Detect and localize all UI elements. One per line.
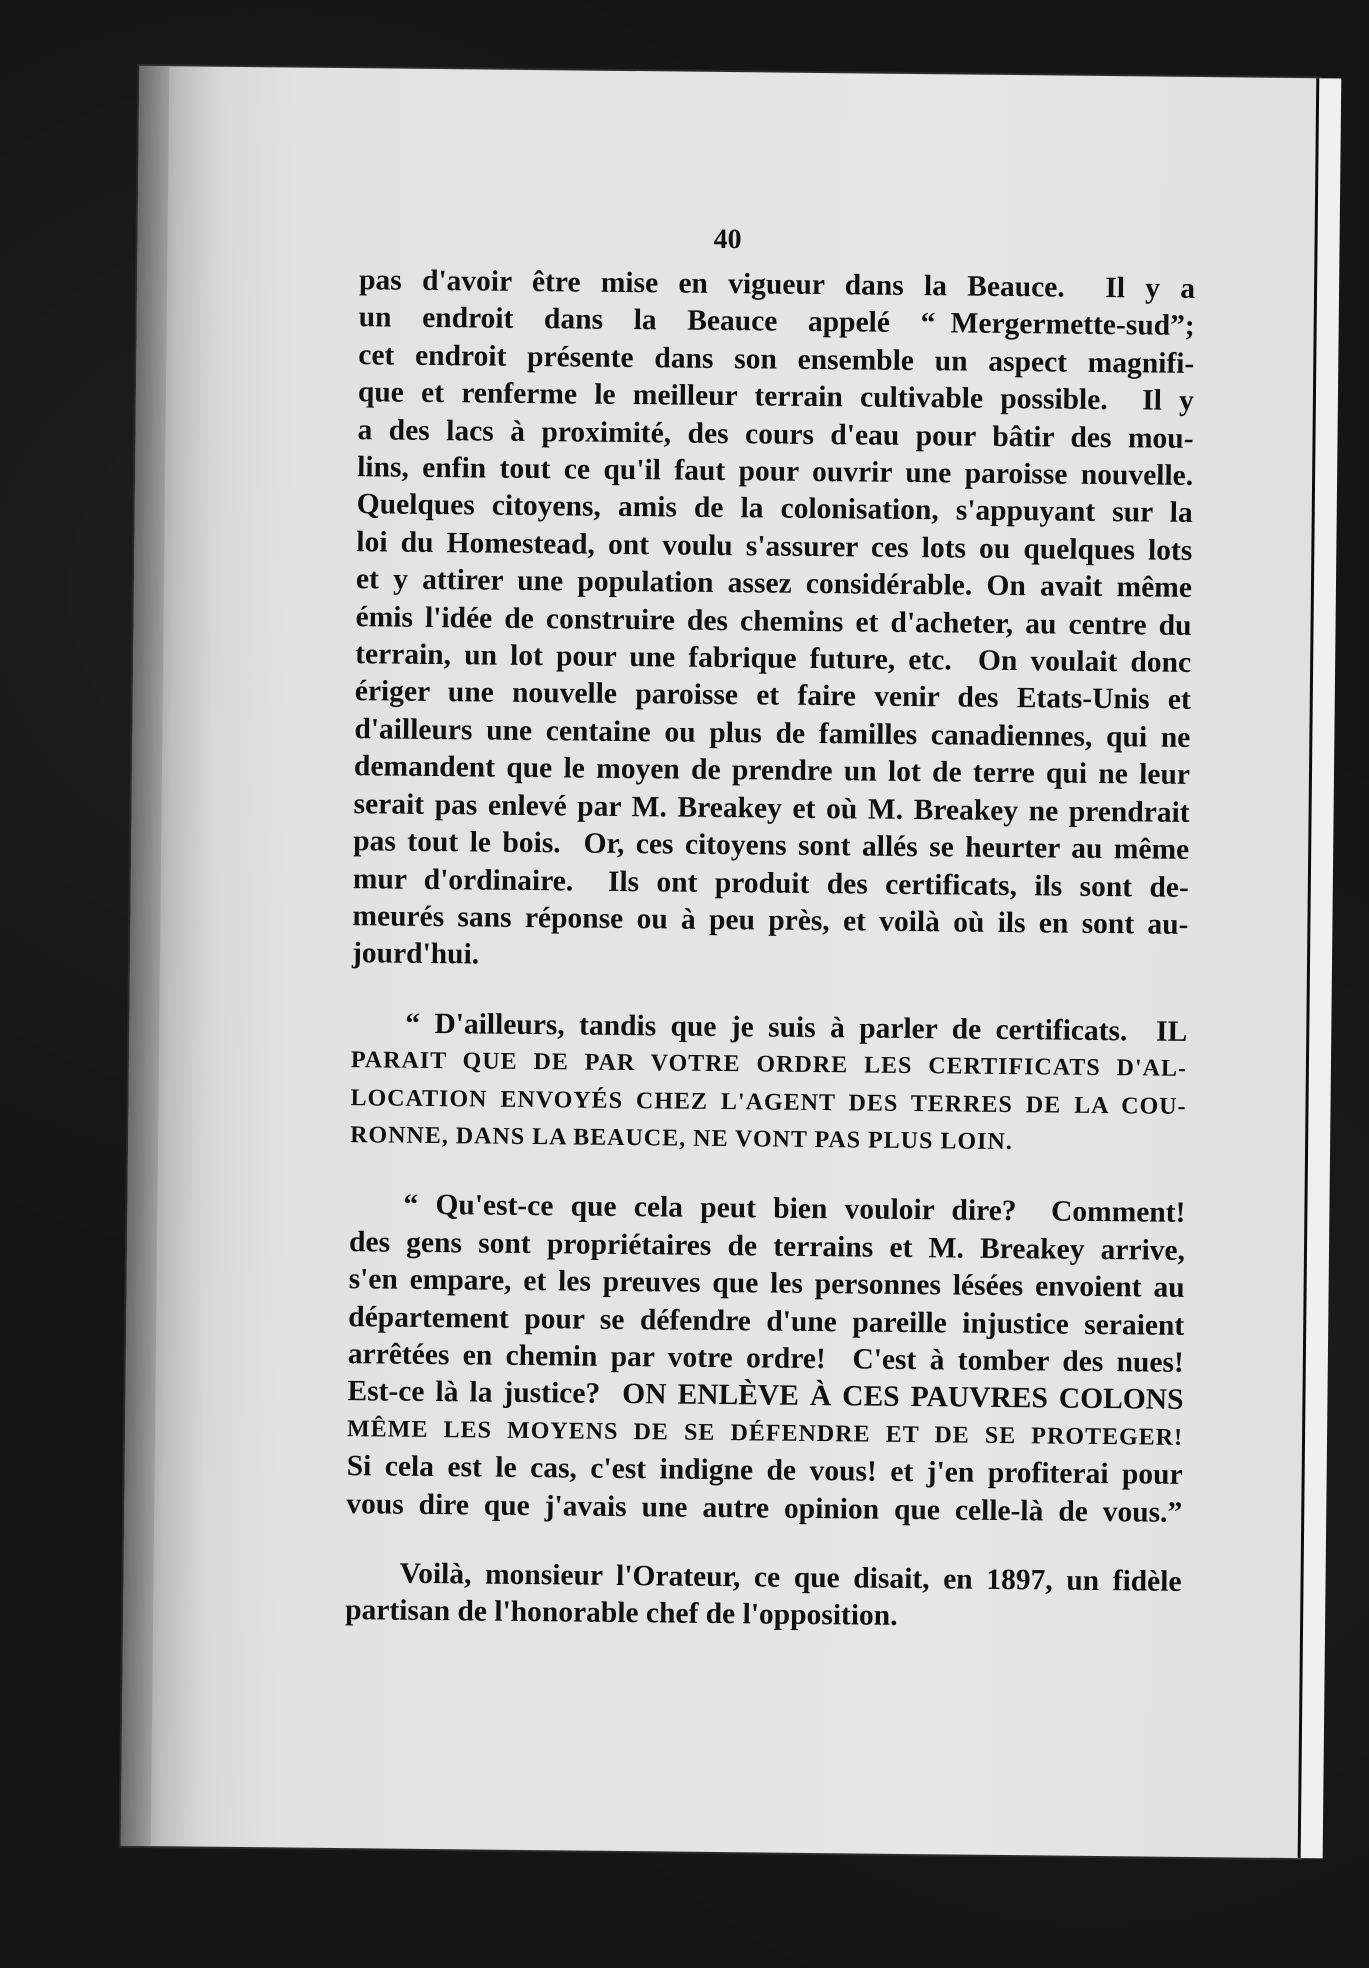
text-line: loi du Homestead, ont voulu s'assurer ces lots ou quelques lots	[356, 526, 1193, 567]
text-line: ériger une nouvelle paroisse et faire venir des Etats-Unis et	[354, 675, 1191, 717]
text-line: pas d'avoir être mise en vigueur dans la Beauce. Il y a	[358, 264, 1196, 305]
text-line: meurés sans réponse ou à peu près, et voilà où ils en sont au-	[352, 900, 1189, 941]
text-line: MÊME LES MOYENS DE SE DÉFENDRE ET DE SE PROTEGER!	[346, 1415, 1184, 1451]
text-line: lins, enfin tout ce qu'il faut pour ouvrir une paroisse nouvelle.	[356, 451, 1194, 492]
text-line: s'en empare, et les preuves que les personnes lésées envoient au	[348, 1263, 1185, 1305]
text-line: vous dire que j'avais une autre opinion que celle-là de vous.”	[346, 1487, 1183, 1529]
text-line: Si cela est le cas, c'est indigne de vous! et j'en profiterai pour	[346, 1450, 1183, 1492]
text-line: Voilà, monsieur l'Orateur, ce que disait, en 1897, un fidèle	[399, 1557, 1182, 1598]
text-line: “ D'ailleurs, tandis que je suis à parler de certificats. IL	[405, 1007, 1188, 1048]
text-line: un endroit dans la Beauce appelé “ Mergermette-sud”;	[358, 301, 1195, 343]
book-page	[121, 66, 1320, 1858]
text-line: pas tout le bois. Or, ces citoyens sont allés se heurter au même	[353, 825, 1190, 867]
text-line: département pour se défendre d'une pareille injustice seraient	[348, 1300, 1185, 1342]
text-line: émis l'idée de construire des chemins et d'acheter, au centre du	[355, 600, 1192, 642]
page-text	[345, 262, 1195, 1638]
page-number: 40	[713, 223, 742, 256]
text-line: jourd'hui.	[351, 937, 480, 971]
text-line: LOCATION ENVOYÉS CHEZ L'AGENT DES TERRES DE LA COU-	[350, 1084, 1187, 1120]
text-line: serait pas enlevé par M. Breakey et où M. Breakey ne prendrait	[353, 787, 1190, 829]
text-line: et y attirer une population assez considérable. On avait même	[355, 563, 1193, 605]
text-line: RONNE, DANS LA BEAUCE, NE VONT PAS PLUS LOIN.	[350, 1122, 1013, 1156]
text-line: “ Qu'est-ce que cela peut bien vouloir dire? Comment!	[403, 1189, 1186, 1230]
text-line: PARAIT QUE DE PAR VOTRE ORDRE LES CERTIFICATS D'AL-	[350, 1047, 1188, 1083]
text-line: d'ailleurs une centaine ou plus de familles canadiennes, qui ne	[354, 713, 1191, 754]
text-line: partisan de l'honorable chef de l'opposition.	[345, 1594, 898, 1633]
text-line: demandent que le moyen de prendre un lot de terre qui ne leur	[353, 750, 1191, 792]
text-line: Est-ce là la justice? ON ENLÈVE À CES PAUVRES COLONS	[347, 1375, 1184, 1417]
text-line: des gens sont propriétaires de terrains et M. Breakey arrive,	[348, 1225, 1186, 1267]
text-line: que et renferme le meilleur terrain cultivable possible. Il y	[357, 376, 1195, 418]
text-line: Quelques citoyens, amis de la colonisation, s'appuyant sur la	[356, 488, 1193, 530]
text-line: a des lacs à proximité, des cours d'eau pour bâtir des mou-	[357, 413, 1194, 455]
text-line: arrêtées en chemin par votre ordre! C'est à tomber des nues!	[347, 1338, 1184, 1379]
text-line: cet endroit présente dans son ensemble un aspect magnifi-	[358, 338, 1195, 380]
text-line: terrain, un lot pour une fabrique future, etc. On voulait donc	[355, 638, 1192, 679]
text-line: mur d'ordinaire. Ils ont produit des certificats, ils sont de-	[352, 862, 1189, 904]
